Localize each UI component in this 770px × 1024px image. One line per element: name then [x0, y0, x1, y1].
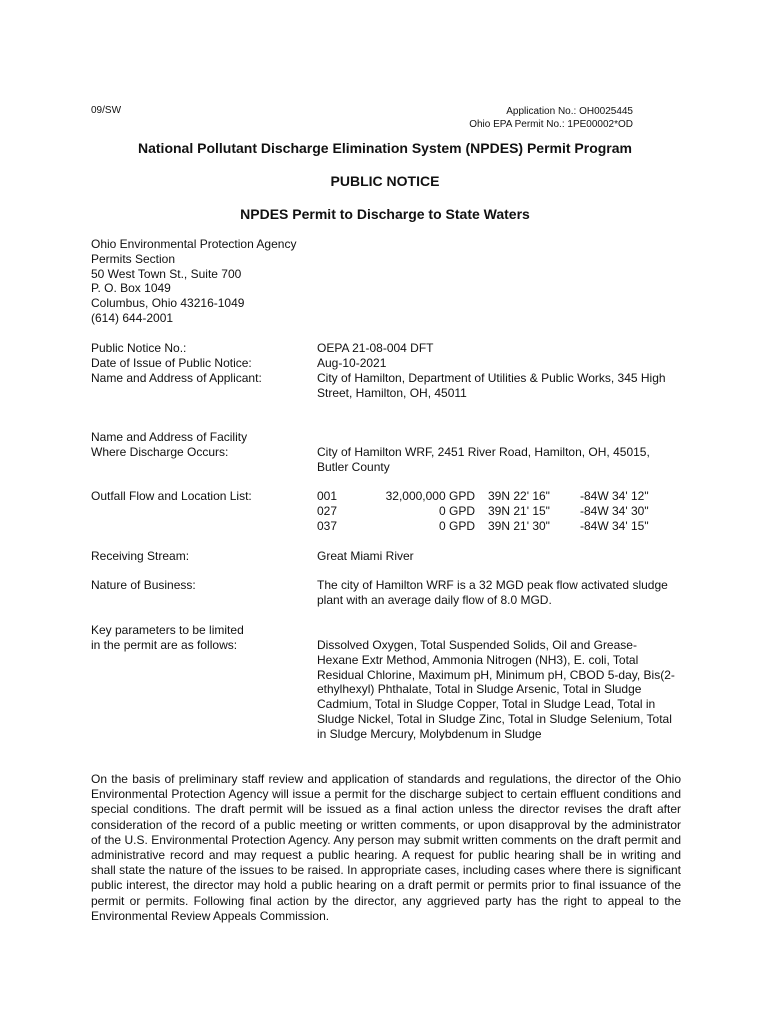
outfall-table — [317, 489, 677, 533]
address-line: P. O. Box 1049 — [91, 281, 171, 296]
facility-label — [91, 430, 306, 460]
epa-permit-number: Ohio EPA Permit No.: 1PE00002*OD — [469, 119, 633, 130]
facility-label-line: Name and Address of Facility — [91, 430, 248, 444]
outfall-latitude: 39N 22' 16" — [488, 489, 550, 503]
program-title: National Pollutant Discharge Elimination System (NPDES) Permit Program — [138, 140, 632, 156]
permit-title: NPDES Permit to Discharge to State Waters — [240, 206, 530, 222]
key-parameters-value: Dissolved Oxygen, Total Suspended Solids, Oil and Grease-Hexane Extr Method, Ammonia Nitrogen (NH3), E. coli, Total Residual Chlorine, Maximum pH, Minimum pH, CBOD 5-day, Bis(2-ethylhexyl) Phthalate, Total in Sludge Arsenic, Total in Sludge Cadmium, Total in Sludge Copper, Total in Sludge Lead, Total in Sludge Nickel, Total in Sludge Zinc, Total in Sludge Selenium, Total in Sludge Mercury, Molybdenum in Sludge — [317, 638, 675, 741]
applicant-value: City of Hamilton, Department of Utilities & Public Works, 345 High Street, Hamilton, OH, 45011 — [317, 371, 666, 400]
notice-no-value: OEPA 21-08-004 DFT — [317, 341, 434, 355]
nature-of-business-label: Nature of Business: — [91, 578, 196, 592]
key-parameters-label-line: Key parameters to be limited — [91, 623, 244, 637]
issue-date-value: Aug-10-2021 — [317, 356, 387, 370]
public-notice-title: PUBLIC NOTICE — [330, 173, 440, 189]
outfall-longitude: -84W 34' 12" — [580, 489, 649, 503]
issue-date-label: Date of Issue of Public Notice: — [91, 356, 252, 370]
header-code: 09/SW — [91, 105, 122, 116]
outfall-flow: 32,000,000 GPD — [385, 489, 475, 503]
header-permit-numbers — [469, 105, 633, 131]
outfall-id: 037 — [317, 518, 338, 533]
outfall-id: 027 — [317, 503, 338, 518]
body-paragraph: On the basis of preliminary staff review and application of standards and regulations, the director of the Ohio Environmental Protection Agency will issue a permit for the discharge subject to certain effluent conditions and special conditions. The draft permit will be issued as a final action unless the director revises the draft after consideration of the record of a public meeting or written comments, or upon disapproval by the administrator of the U.S. Environmental Protection Agency. Any person may submit written comments on the draft permit and administrative record and may request a public hearing. A request for public hearing shall be in writing and shall state the nature of the issues to be raised. In appropriate cases, including cases where there is significant public interest, the director may hold a public hearing on a draft permit or permits prior to final issuance of the permit or permits. Following final action by the director, any aggrieved party has the right to appeal to the Environmental Review Appeals Commission. — [91, 772, 681, 923]
applicant-label: Name and Address of Applicant: — [91, 371, 262, 385]
outfall-id: 001 — [317, 489, 338, 503]
outfall-row — [317, 489, 677, 504]
outfall-flow: 0 GPD — [438, 503, 475, 518]
address-line: Ohio Environmental Protection Agency — [91, 237, 297, 251]
outfall-row — [317, 519, 677, 534]
address-line: 50 West Town St., Suite 700 — [91, 266, 242, 281]
receiving-stream-value: Great Miami River — [317, 549, 414, 563]
receiving-stream-label: Receiving Stream: — [91, 549, 190, 563]
facility-value: City of Hamilton WRF, 2451 River Road, Hamilton, OH, 45015, Butler County — [317, 445, 650, 474]
address-line: (614) 644-2001 — [91, 310, 174, 325]
application-number: Application No.: OH0025445 — [506, 106, 633, 117]
outfall-longitude: -84W 34' 30" — [580, 503, 649, 518]
agency-address — [91, 237, 296, 326]
outfall-flow: 0 GPD — [438, 518, 475, 533]
key-parameters-label-line: in the permit are as follows: — [91, 637, 238, 652]
notice-no-label: Public Notice No.: — [91, 341, 187, 355]
outfall-longitude: -84W 34' 15" — [580, 518, 649, 533]
outfall-label: Outfall Flow and Location List: — [91, 489, 252, 503]
key-parameters-label — [91, 623, 306, 653]
address-line: Permits Section — [91, 251, 176, 266]
facility-label-line: Where Discharge Occurs: — [91, 444, 229, 459]
outfall-row — [317, 504, 677, 519]
outfall-latitude: 39N 21' 15" — [488, 503, 550, 518]
nature-of-business-value: The city of Hamilton WRF is a 32 MGD peak flow activated sludge plant with an average daily flow of 8.0 MGD. — [317, 578, 668, 607]
address-line: Columbus, Ohio 43216-1049 — [91, 296, 245, 311]
outfall-latitude: 39N 21' 30" — [488, 518, 550, 533]
